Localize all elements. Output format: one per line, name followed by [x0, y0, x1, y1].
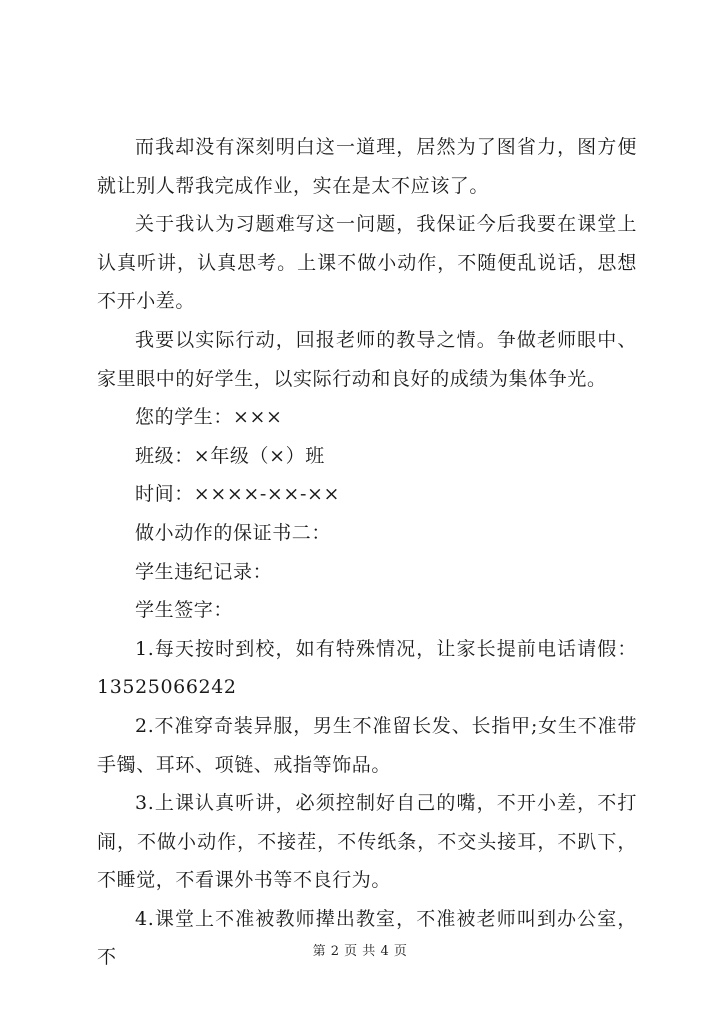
signature-student: 您的学生：×××: [135, 406, 283, 429]
student-signature-label: 学生签字：: [135, 599, 234, 622]
section-heading: 做小动作的保证书二：: [135, 521, 332, 544]
paragraph: 而我却没有深刻明白这一道理，居然为了图省力，图方便就让别人帮我完成作业，实在是太不应该了。: [97, 136, 637, 197]
rule-item: 4.课堂上不准被教师撵出教室，不准被老师叫到办公室，不: [97, 907, 637, 969]
page-number-footer: 第 2 页 共 4 页: [312, 944, 408, 959]
signature-date: 时间：××××-××-××: [135, 483, 340, 506]
signature-class: 班级：×年级（×）班: [135, 444, 325, 467]
violation-record-label: 学生违纪记录：: [135, 560, 273, 583]
rule-item: 1.每天按时到校，如有特殊情况，让家长提前电话请假：13525066242: [97, 637, 637, 699]
paragraph: 关于我认为习题难写这一问题，我保证今后我要在课堂上认真听讲，认真思考。上课不做小动作，不随便乱说话，思想不开小差。: [97, 213, 637, 313]
paragraph: 我要以实际行动，回报老师的教导之情。争做老师眼中、家里眼中的好学生，以实际行动和良好的成绩为集体争光。: [97, 328, 637, 390]
rule-item: 2.不准穿奇装异服，男生不准留长发、长指甲;女生不准带手镯、耳环、项链、戒指等饰品。: [97, 714, 637, 776]
document-body: [97, 128, 637, 977]
rule-item: 3.上课认真听讲，必须控制好自己的嘴，不开小差，不打闹，不做小动作，不接茬，不传纸条，不交头接耳，不趴下，不睡觉，不看课外书等不良行为。: [97, 792, 637, 892]
